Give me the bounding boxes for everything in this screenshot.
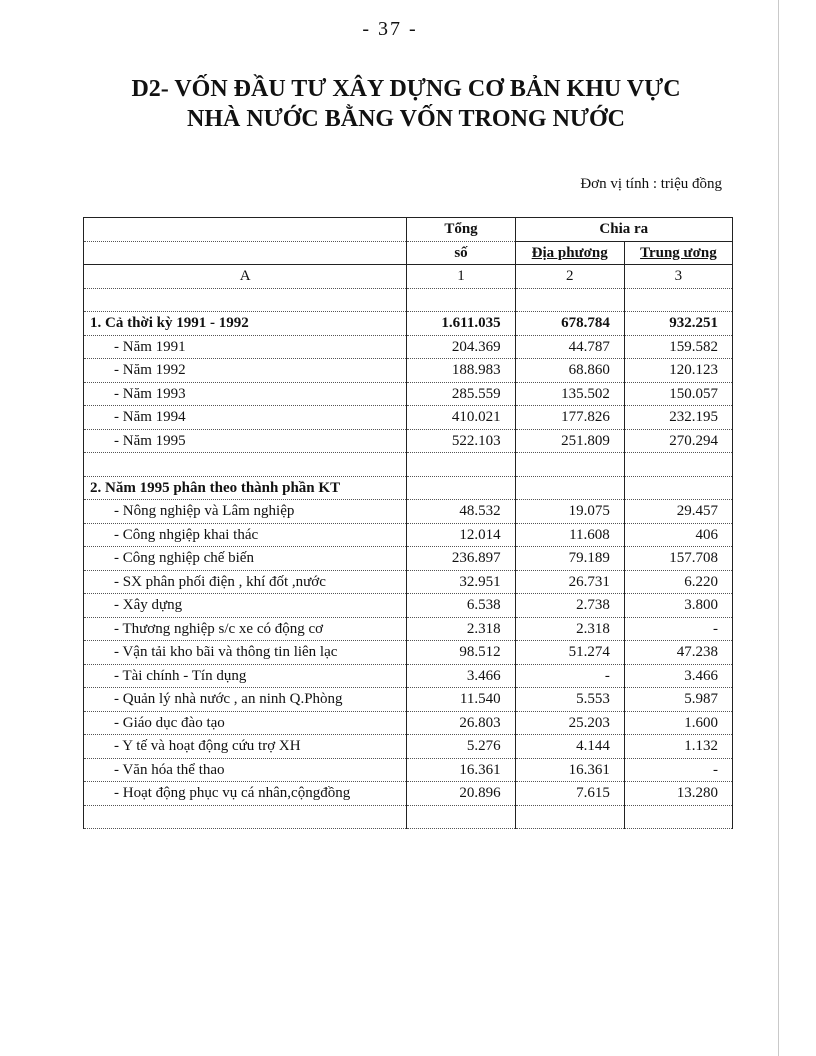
header-dia-phuong: Địa phương [515,241,624,265]
header-tong: Tổng [407,218,515,242]
table-row: - SX phân phối điện , khí đốt ,nước 32.951 26.731 6.220 [84,570,733,594]
section-1-trung-uong: 932.251 [624,312,732,336]
section-1-row [84,312,733,336]
table-row: - Nông nghiệp và Lâm nghiệp 48.532 19.075 29.457 [84,500,733,524]
table-row: - Công nghiệp chế biến 236.897 79.189 157.708 [84,547,733,571]
section-2-row [84,476,733,500]
table-row: - Giáo dục đào tạo 26.803 25.203 1.600 [84,711,733,735]
header-row-index [84,265,733,289]
table-row: - Năm 1992 188.983 68.860 120.123 [84,359,733,383]
page-edge-rule [778,0,779,1056]
table-row: - Xây dựng 6.538 2.738 3.800 [84,594,733,618]
header-row-2 [84,241,733,265]
section-1-total: 1.611.035 [407,312,515,336]
blank-row [84,805,733,829]
table-row: - Năm 1995 522.103 251.809 270.294 [84,429,733,453]
header-col-3: 3 [624,265,732,289]
header-so: số [407,241,515,265]
table-row: - Thương nghiệp s/c xe có động cơ 2.318 2.318 - [84,617,733,641]
table-row: - Y tế và hoạt động cứu trợ XH 5.276 4.144 1.132 [84,735,733,759]
table-row: - Vận tải kho bãi và thông tin liên lạc 98.512 51.274 47.238 [84,641,733,665]
header-col-1: 1 [407,265,515,289]
header-col-a: A [84,265,407,289]
header-col-2: 2 [515,265,624,289]
table-row: - Tài chính - Tín dụng 3.466 - 3.466 [84,664,733,688]
page-title-line-2: NHÀ NƯỚC BẰNG VỐN TRONG NƯỚC [186,106,625,132]
page-number: - 37 - [362,18,418,40]
table-row: - Quản lý nhà nước , an ninh Q.Phòng 11.540 5.553 5.987 [84,688,733,712]
header-row-1 [84,218,733,242]
table-row: - Công nhgiệp khai thác 12.014 11.608 406 [84,523,733,547]
investment-table [83,217,733,829]
table-row: - Năm 1991 204.369 44.787 159.582 [84,335,733,359]
blank-row [84,288,733,312]
header-chia-ra: Chia ra [515,218,732,242]
page-title-line-1: D2- VỐN ĐẦU TƯ XÂY DỰNG CƠ BẢN KHU VỰC [131,76,681,102]
unit-note: Đơn vị tính : triệu đồng [580,176,722,192]
header-blank-2 [84,241,407,265]
header-trung-uong: Trung ương [624,241,732,265]
section-1-label: 1. Cả thời kỳ 1991 - 1992 [84,312,407,336]
table-row: - Văn hóa thể thao 16.361 16.361 - [84,758,733,782]
header-blank [84,218,407,242]
table-row: - Năm 1993 285.559 135.502 150.057 [84,382,733,406]
table-row: - Hoạt động phục vụ cá nhân,cộngđồng 20.896 7.615 13.280 [84,782,733,806]
section-2-label: 2. Năm 1995 phân theo thành phần KT [84,476,407,500]
blank-row [84,453,733,477]
table-row: - Năm 1994 410.021 177.826 232.195 [84,406,733,430]
section-1-dia-phuong: 678.784 [515,312,624,336]
